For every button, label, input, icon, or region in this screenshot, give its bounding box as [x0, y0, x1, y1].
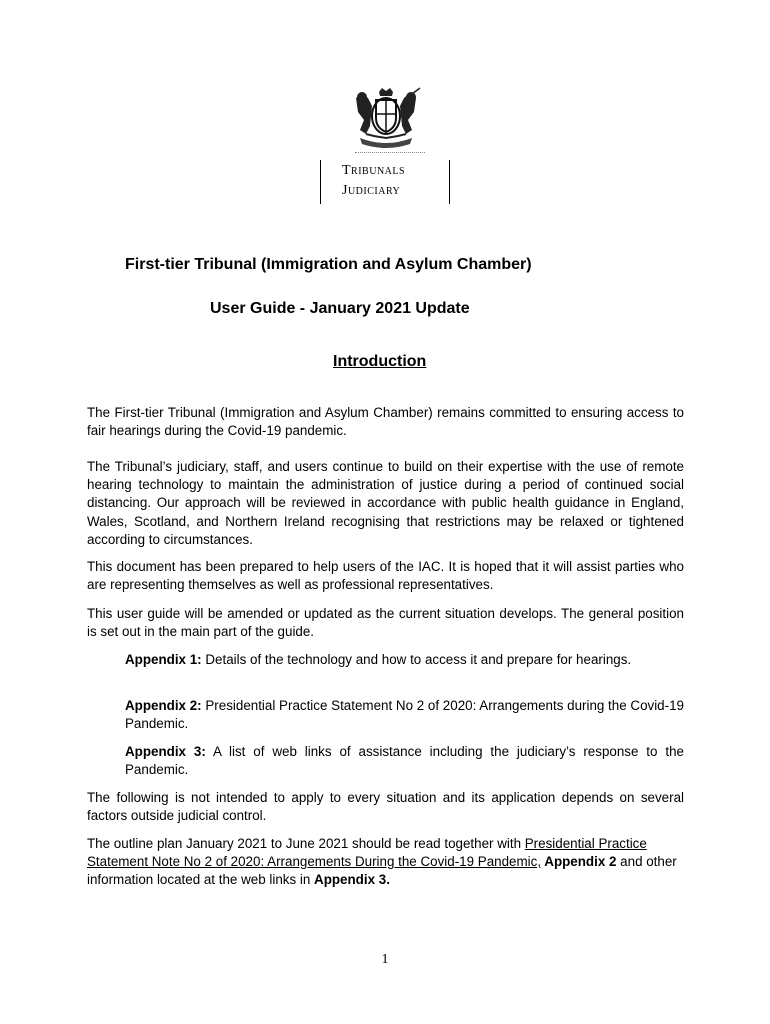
paragraph-1: The First-tier Tribunal (Immigration and Asylum Chamber) remains committed to ensuring access to fair hearings during the Covid-19 pandemic. [87, 405, 684, 439]
appendix-item [125, 697, 684, 733]
appendix-text: Details of the technology and how to access it and prepare for hearings. [201, 652, 632, 667]
royal-coat-of-arms-icon [346, 86, 426, 150]
paragraph-6-mid: and other information located at the web links in [87, 854, 677, 888]
document-title: First-tier Tribunal (Immigration and Asylum Chamber) [125, 256, 532, 273]
dotted-divider [355, 152, 425, 155]
paragraph-3: This document has been prepared to help users of the IAC. It is hoped that it will assist parties who are representing themselves as well as professional representatives. [87, 559, 684, 593]
document-subtitle: User Guide - January 2021 Update [210, 300, 470, 317]
appendix-3-reference: Appendix 3. [314, 872, 390, 888]
logo-line-tribunals: Tribunals [342, 163, 406, 178]
appendix-text: Presidential Practice Statement No 2 of 2020: Arrangements during the Covid-19 Pandemic. [125, 698, 684, 732]
logo-right-rule [449, 160, 450, 204]
appendix-text: A list of web links of assistance including the judiciary’s response to the Pandemic. [125, 744, 684, 778]
appendix-label: Appendix 2: [125, 698, 202, 713]
appendix-item [125, 651, 684, 669]
practice-statement-link[interactable]: Presidential Practice Statement Note No 2 of 2020: Arrangements During the Covid-19 Pandemic, [87, 836, 647, 870]
paragraph-6-start: The outline plan January 2021 to June 2021 should be read together with [87, 836, 525, 851]
logo-left-rule [320, 160, 321, 204]
paragraph-2: The Tribunal’s judiciary, staff, and users continue to build on their expertise with the use of remote hearing technology to maintain the administration of justice during a period of continued social distancing. Our approach will be reviewed in accordance with public health guidance in England, Wales, Scotland, and Northern Ireland recognising that restrictions may be relaxed or tightened according to circumstances. [87, 459, 684, 547]
page-number: 1 [381, 952, 389, 967]
appendix-label: Appendix 1: [125, 652, 202, 667]
logo-line-judiciary: Judiciary [342, 183, 401, 198]
paragraph-5: The following is not intended to apply to every situation and its application depends on several factors outside judicial control. [87, 790, 684, 824]
appendix-label: Appendix 3: [125, 744, 206, 759]
tribunals-judiciary-logo [320, 160, 450, 204]
section-heading: Introduction [333, 353, 427, 370]
appendix-item [125, 743, 684, 779]
paragraph-4: This user guide will be amended or updated as the current situation develops. The general position is set out in the main part of the guide. [87, 606, 684, 640]
appendix-2-reference: Appendix 2 [541, 854, 617, 870]
paragraph-6 [87, 835, 684, 890]
